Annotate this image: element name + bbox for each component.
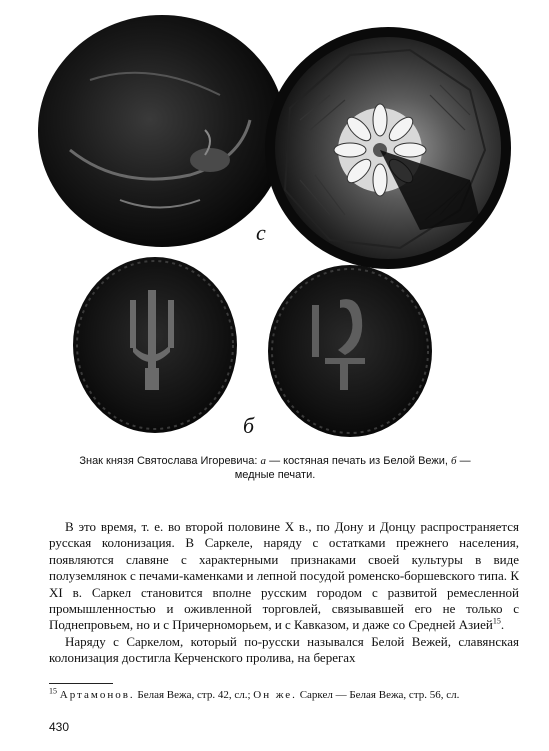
- paragraph-2: Наряду с Саркелом, который по-русски назывался Белой Вежей, славянская колонизация достигла Керченского пролива, на берегах: [49, 633, 519, 666]
- footnote-text-1: Белая Вежа, стр. 42, сл.;: [134, 689, 254, 701]
- caption-line-2: медные печати.: [234, 469, 316, 481]
- bone-seal-left-image: [38, 15, 286, 247]
- figure-letter-bottom: б: [243, 413, 255, 438]
- footnote-text-2: Саркел — Белая Вежа, стр. 56, сл.: [296, 689, 460, 701]
- footnote: [49, 688, 519, 702]
- copper-seal-left-image: [73, 257, 237, 433]
- footnote-divider: [49, 683, 113, 684]
- caption-text: —: [456, 455, 471, 467]
- paragraph-1-end: .: [500, 617, 505, 633]
- caption-line-1: [40, 454, 510, 468]
- paragraph-1: [49, 519, 519, 634]
- footnote-number: 15: [49, 686, 57, 696]
- caption-text: Знак князя Святослава Игоревича:: [79, 455, 261, 467]
- body-text: [49, 519, 519, 667]
- footnote-reference: 15: [492, 617, 501, 627]
- copper-seal-right-image: [268, 265, 432, 437]
- bone-seal-right-image: [270, 32, 506, 264]
- caption-letter-b: б: [451, 455, 457, 467]
- page-number: 430: [49, 720, 70, 734]
- figure-letter-top: c: [256, 220, 266, 245]
- footnote-author-1: Артамонов.: [59, 689, 135, 701]
- caption-text: — костяная печать из Белой Вежи,: [266, 455, 452, 467]
- figure-caption: [40, 454, 510, 482]
- footnote-author-2: Он же.: [253, 689, 297, 701]
- caption-letter-a: а: [260, 455, 267, 467]
- paragraph-1-text: В это время, т. е. во второй половине X в., по Дону и Донцу распространяется русская колонизация. В Саркеле, наряду с остатками прежнего населения, появляются славяне с характерными признаками своей культуры в виде полуземлянок с печами-каменками и лепной посудой роменско-боршевского типа. К XI в. Саркел становится вполне русским городом с развитой ремесленной промышленностью и оживленной торговлей, связывавшей его не только с Поднепровьем, но и с Причерноморьем, и с Кавказом, и даже со Средней Азией: [49, 519, 519, 633]
